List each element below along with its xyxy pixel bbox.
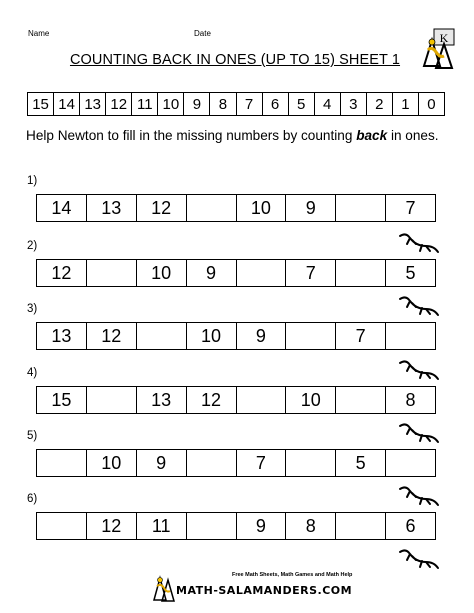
number-box: 12 <box>87 513 137 539</box>
date-label: Date <box>194 29 211 38</box>
answer-row <box>36 449 436 477</box>
answer-row <box>36 194 436 222</box>
strip-cell: 0 <box>427 95 436 113</box>
number-box: 12 <box>37 260 87 286</box>
number-box: 12 <box>137 195 187 221</box>
blank-answer-box[interactable] <box>237 387 287 413</box>
salamander-icon <box>398 357 440 383</box>
answer-row <box>36 322 436 350</box>
number-box: 10 <box>187 323 237 349</box>
number-box: 14 <box>37 195 87 221</box>
instruction-text <box>26 126 446 145</box>
blank-answer-box[interactable] <box>187 450 237 476</box>
strip-cell: 6 <box>263 93 289 115</box>
blank-answer-box[interactable] <box>336 195 386 221</box>
number-box: 8 <box>286 513 336 539</box>
number-box: 10 <box>237 195 287 221</box>
number-box: 9 <box>187 260 237 286</box>
answer-row <box>36 259 436 287</box>
number-box: 9 <box>237 513 287 539</box>
question-number: 6) <box>27 493 38 505</box>
strip-cell: 14 <box>54 93 80 115</box>
math-salamanders-logo-icon <box>153 572 175 602</box>
number-box: 9 <box>286 195 336 221</box>
question-number: 5) <box>27 430 38 442</box>
number-box: 15 <box>37 387 87 413</box>
strip-cell: 8 <box>210 93 236 115</box>
blank-answer-box[interactable] <box>237 260 287 286</box>
number-box: 12 <box>187 387 237 413</box>
strip-cell: 2 <box>367 93 393 115</box>
number-box: 7 <box>336 323 386 349</box>
salamander-icon <box>398 420 440 446</box>
math-salamanders-logo-icon <box>422 28 456 70</box>
number-box: 11 <box>137 513 187 539</box>
question-number: 3) <box>27 303 38 315</box>
number-box: 13 <box>137 387 187 413</box>
blank-answer-box[interactable] <box>286 323 336 349</box>
strip-cell: 13 <box>80 93 106 115</box>
strip-cell: 15 <box>28 93 54 115</box>
instruction-before: Help Newton to fill in the missing numbers by counting <box>26 128 357 143</box>
footer-tagline: Free Math Sheets, Math Games and Math Help <box>232 572 353 578</box>
strip-cell: 4 <box>315 93 341 115</box>
strip-cell: 9 <box>184 93 210 115</box>
number-box: 9 <box>137 450 187 476</box>
number-box: 10 <box>87 450 137 476</box>
question-number: 4) <box>27 367 38 379</box>
blank-answer-box[interactable] <box>336 260 386 286</box>
number-box: 5 <box>336 450 386 476</box>
strip-cell: 10 <box>158 93 184 115</box>
strip-cell: 7 <box>237 93 263 115</box>
answer-row <box>36 386 436 414</box>
salamander-icon <box>398 483 440 509</box>
number-box: 7 <box>405 197 416 218</box>
number-box: 5 <box>405 262 416 283</box>
blank-answer-box[interactable] <box>286 450 336 476</box>
number-box: 9 <box>237 323 287 349</box>
number-box: 6 <box>405 515 416 536</box>
question-number: 2) <box>27 240 38 252</box>
strip-cell: 12 <box>106 93 132 115</box>
number-box: 7 <box>286 260 336 286</box>
blank-answer-box[interactable] <box>386 450 435 476</box>
number-box: 10 <box>137 260 187 286</box>
number-strip <box>27 92 445 116</box>
instruction-after: in ones. <box>387 128 439 143</box>
page-title: COUNTING BACK IN ONES (UP TO 15) SHEET 1 <box>69 52 401 68</box>
blank-answer-box[interactable] <box>87 387 137 413</box>
number-box: 12 <box>87 323 137 349</box>
name-label: Name <box>28 29 50 38</box>
blank-answer-box[interactable] <box>386 323 435 349</box>
number-box: 13 <box>87 195 137 221</box>
svg-text:K: K <box>439 31 449 45</box>
number-box: 8 <box>405 389 416 410</box>
salamander-icon <box>398 293 440 319</box>
footer-brand: MATH-SALAMANDERS.COM <box>176 584 353 597</box>
instruction-emphasis: back <box>356 128 388 143</box>
strip-cell: 1 <box>393 93 419 115</box>
strip-cell: 5 <box>289 93 315 115</box>
strip-cell: 11 <box>132 93 158 115</box>
blank-answer-box[interactable] <box>187 513 237 539</box>
salamander-icon <box>398 546 440 572</box>
blank-answer-box[interactable] <box>187 195 237 221</box>
strip-cell: 3 <box>341 93 367 115</box>
number-box: 10 <box>286 387 336 413</box>
blank-answer-box[interactable] <box>137 323 187 349</box>
blank-answer-box[interactable] <box>336 513 386 539</box>
answer-row <box>36 512 436 540</box>
blank-answer-box[interactable] <box>87 260 137 286</box>
salamander-icon <box>398 230 440 256</box>
blank-answer-box[interactable] <box>37 513 87 539</box>
blank-answer-box[interactable] <box>336 387 386 413</box>
number-box: 7 <box>237 450 287 476</box>
question-number: 1) <box>27 175 38 187</box>
number-box: 13 <box>37 323 87 349</box>
blank-answer-box[interactable] <box>37 450 87 476</box>
